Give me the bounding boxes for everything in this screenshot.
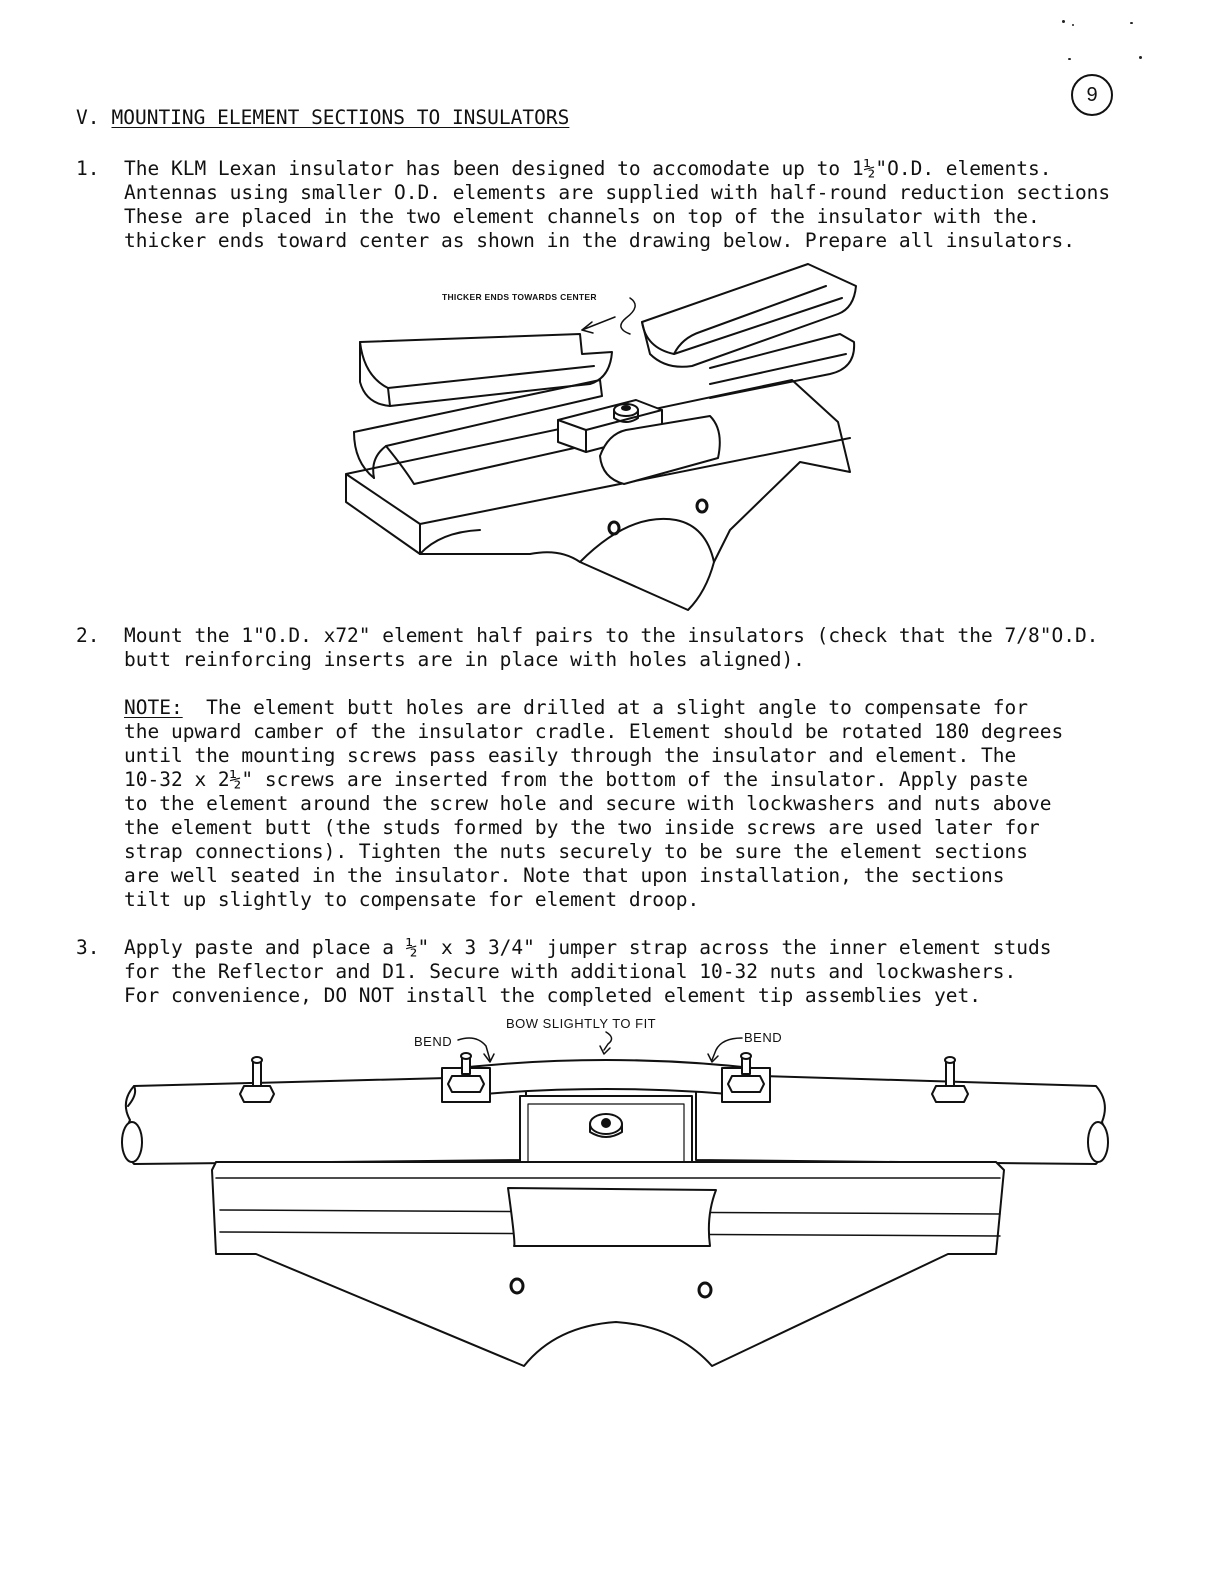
reduction-section-right: [642, 264, 856, 367]
callout-arrow: [621, 298, 635, 334]
note-first-line-text: The element butt holes are drilled at a slight angle to compensate for: [182, 696, 1028, 719]
paragraph-line: to the element around the screw hole and secure with lockwashers and nuts above: [124, 792, 1052, 815]
paragraph-line: until the mounting screws pass easily through the insulator and element. The: [124, 744, 1017, 767]
bend-label-left: BEND: [414, 1034, 453, 1049]
section-title: MOUNTING ELEMENT SECTIONS TO INSULATORS: [111, 106, 570, 129]
paragraph-line: thicker ends toward center as shown in the drawing below. Prepare all insulators.: [124, 229, 1075, 252]
section-heading: [76, 106, 569, 129]
jumper-strap: [442, 1060, 770, 1098]
bend-label-right: BEND: [744, 1030, 783, 1045]
scan-speck: [1139, 56, 1142, 59]
paragraph-line: tilt up slightly to compensate for element droop.: [124, 888, 700, 911]
scan-speck: [1062, 20, 1065, 23]
scan-speck: [1068, 58, 1071, 60]
jumper-strap-diagram: [116, 1010, 1116, 1380]
paragraph-line: Antennas using smaller O.D. elements are supplied with half-round reduction sections: [124, 181, 1111, 204]
screw-hole: [697, 500, 707, 512]
bow-label: BOW SLIGHTLY TO FIT: [506, 1016, 657, 1031]
step-3: [76, 936, 1176, 1010]
screw-hole: [609, 522, 619, 534]
note-first-line: [124, 696, 1028, 720]
paragraph-line: 10-32 x 2½" screws are inserted from the bottom of the insulator. Apply paste: [124, 768, 1028, 791]
reduction-section-left: [360, 334, 612, 406]
page-number: 9: [1071, 74, 1113, 116]
screw-hole: [511, 1279, 523, 1293]
paragraph-line: For convenience, DO NOT install the completed element tip assemblies yet.: [124, 984, 982, 1007]
bow-arrow: [604, 1032, 612, 1050]
paragraph-line: are well seated in the insulator. Note that upon installation, the sections: [124, 864, 1005, 887]
insulator-exploded-diagram: [330, 262, 870, 612]
paragraph-line: The KLM Lexan insulator has been designed to accomodate up to 1½"O.D. elements.: [124, 157, 1052, 180]
paragraph-line: butt reinforcing inserts are in place with holes aligned).: [124, 648, 805, 671]
paragraph-line: These are placed in the two element channels on top of the insulator with the.: [124, 205, 1040, 228]
paragraph-line: strap connections). Tighten the nuts securely to be sure the element sections: [124, 840, 1028, 863]
section-roman: V.: [76, 106, 100, 129]
step-2: [76, 624, 1176, 674]
callout-text: THICKER ENDS TOWARDS CENTER: [442, 292, 597, 302]
screw-hole: [699, 1283, 711, 1297]
insulator-saddle: [508, 1188, 716, 1246]
step-number: 3.: [76, 936, 100, 959]
paragraph-line: the element butt (the studs formed by the two inside screws are used later for: [124, 816, 1040, 839]
stud-nut: [240, 1057, 274, 1102]
note-label: NOTE:: [124, 696, 183, 719]
paragraph-line: Mount the 1"O.D. x72" element half pairs to the insulators (check that the 7/8"O.D.: [124, 624, 1099, 647]
step-1: [76, 157, 1176, 257]
scan-speck: [1130, 22, 1133, 24]
scan-speck: [1072, 24, 1074, 26]
note-block: [76, 696, 1176, 916]
paragraph-line: for the Reflector and D1. Secure with additional 10-32 nuts and lockwashers.: [124, 960, 1017, 983]
stud-nut: [932, 1057, 968, 1102]
paragraph-line: Apply paste and place a ½" x 3 3/4" jumper strap across the inner element studs: [124, 936, 1052, 959]
paragraph-line: the upward camber of the insulator cradle. Element should be rotated 180 degrees: [124, 720, 1064, 743]
step-number: 1.: [76, 157, 100, 180]
step-number: 2.: [76, 624, 100, 647]
callout-arrow: [582, 317, 615, 330]
